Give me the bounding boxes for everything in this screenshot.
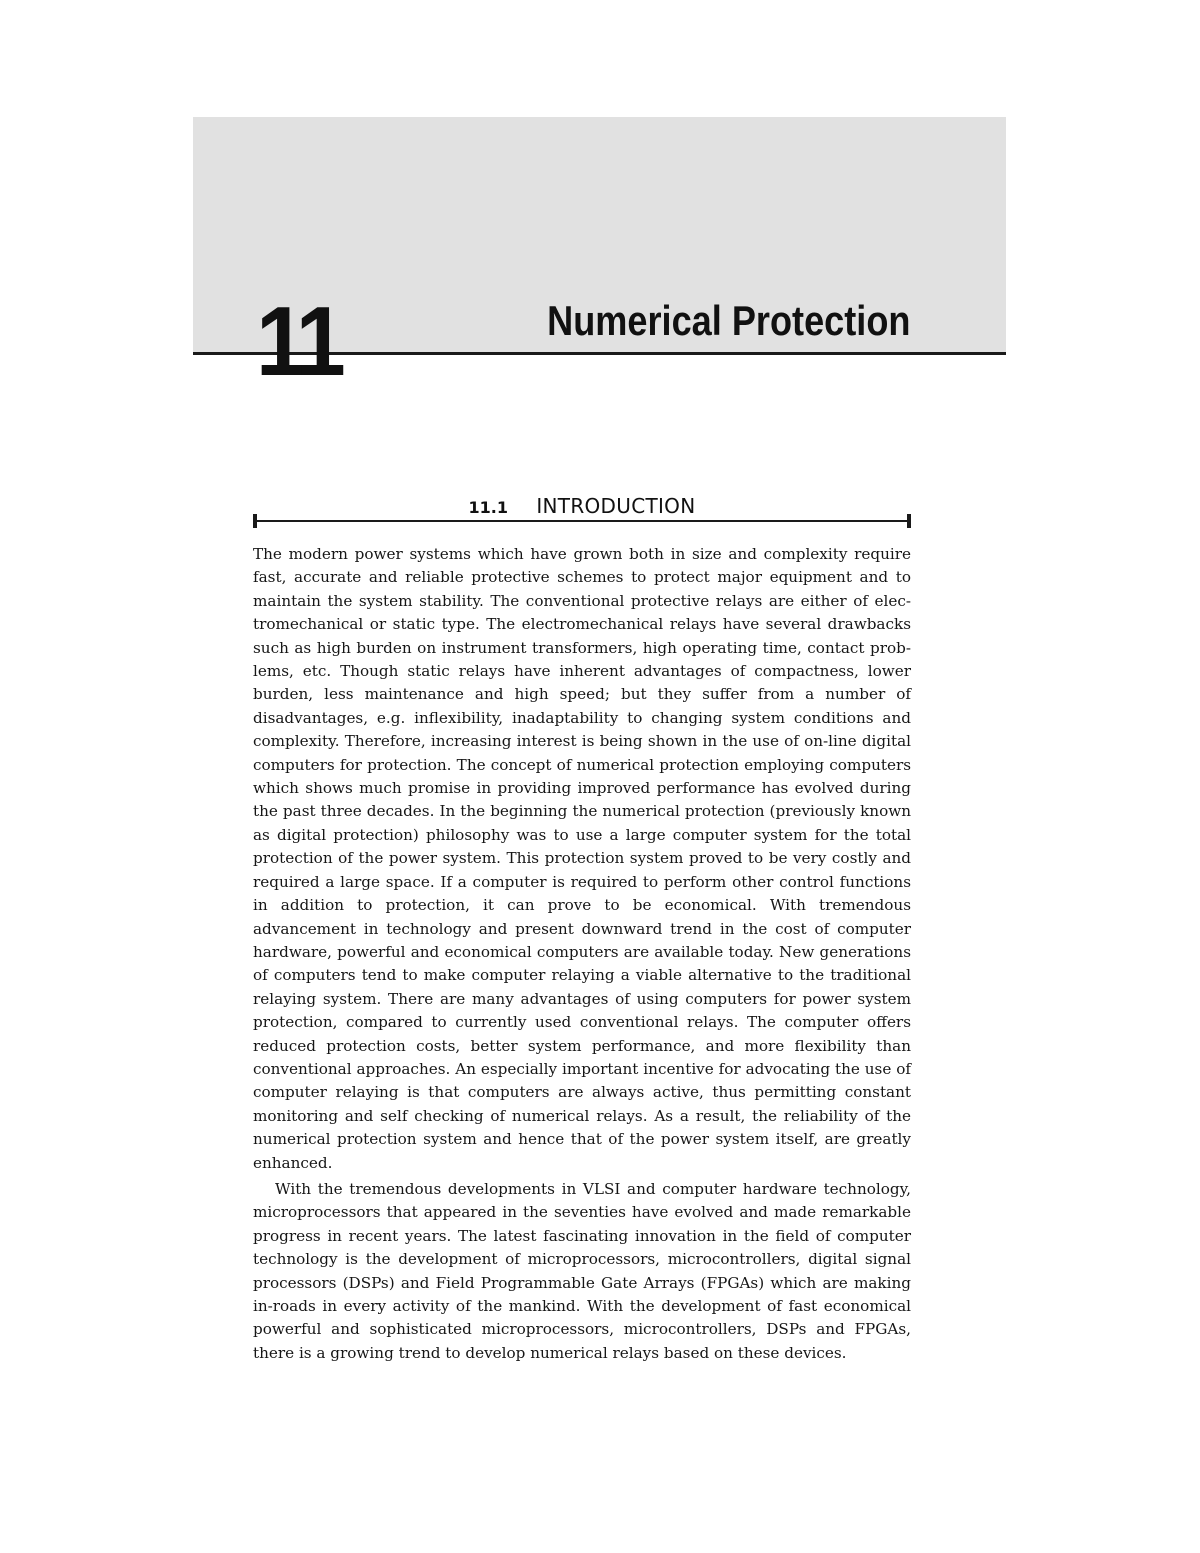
section-rule-right-cap: [907, 514, 911, 528]
paragraph: With the tremendous developments in VLSI and computer hardware technology, microprocessors that appeared in the seventies have evolved and made remarkable progress in recent years. The latest fascinating innovation in the field of computer technology is the development of microprocessors, microcontrollers, digital signal processors (DSPs) and Field Programmable Gate Arrays (FPGAs) which are making in-roads in every activity of the mankind. With the development of fast economical powerful and sophisticated microprocessors, microcontrollers, DSPs and FPGAs, there is a growing trend to develop numerical relays based on these devices.: [253, 1179, 911, 1362]
section-heading-rule: [254, 520, 910, 522]
chapter-title: Numerical Protection: [546, 297, 910, 344]
paragraph: The modern power systems which have grown both in size and complexity require fast, accurate and reliable protective schemes to protect major equipment and to maintain the system stability. The conventional protective relays are either of electromechanical or static type. The electromechanical relays have several drawbacks such as high burden on instrument transformers, high operating time, contact problems, etc. Though static relays have inherent advantages of compactness, lower burden, less maintenance and high speed; but they suffer from a number of disadvantages, e.g. inflexibility, inadaptability to changing system conditions and complexity. Therefore, increasing interest is being shown in the use of on-line digital computers for protection. The concept of numerical protection employing computers which shows much promise in providing improved performance has evolved during the past three decades. In the beginning the numerical protection (previously known as digital protection) philosophy was to use a large computer system for the total protection of the power system. This protection system proved to be very costly and required a large space. If a computer is required to perform other control functions in addition to protection, it can prove to be economical. With tremendous advancement in technology and present downward trend in the cost of computer hardware, powerful and economical computers are available today. New generations of computers tend to make computer relaying a viable alternative to the traditional relaying system. There are many advantages of using computers for power system protection, compared to currently used conventional relays. The computer offers reduced protection costs, better system performance, and more flexibility than conventional approaches. An especially important incentive for advocating the use of computer relaying is that computers are always active, thus permitting constant monitoring and self checking of numerical relays. As a result, the reliability of the numerical protection system and hence that of the power system itself, are greatly enhanced.: [253, 545, 911, 1172]
chapter-number: 11: [256, 286, 341, 396]
section-heading: [253, 494, 911, 520]
body-text: [253, 543, 911, 1368]
section-title: INTRODUCTION: [536, 494, 696, 518]
section-number: 11.1: [468, 498, 508, 517]
section-rule-left-cap: [253, 514, 257, 528]
